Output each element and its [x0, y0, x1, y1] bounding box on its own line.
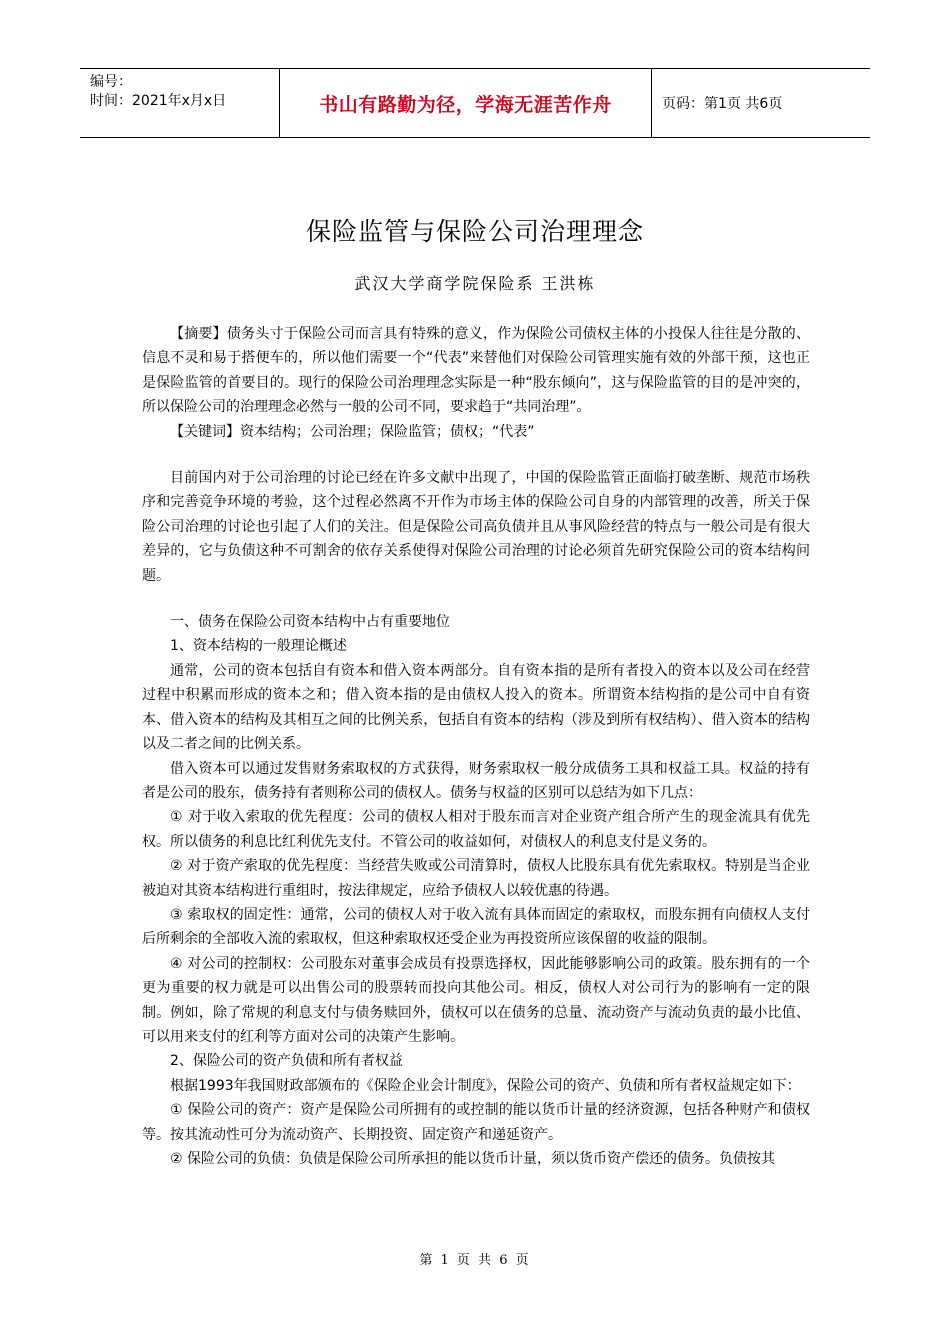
body-paragraph: 通常，公司的资本包括自有资本和借入资本两部分。自有资本指的是所有者投入的资本以及公司在经营过程中积累而形成的资本之和；借入资本指的是由债权人投入的资本。所谓资本结构指的是公司中自有资本、借入资本的结构及其相互之间的比例关系，包括自有资本的结构（涉及到所有权结构）、借入资本的结构以及二者之间的比例关系。: [142, 662, 810, 753]
header-meta-cell: [80, 69, 280, 137]
header-slogan: 书山有路勤为径，学海无涯苦作舟: [280, 69, 652, 137]
body-paragraph: 根据1993年我国财政部颁布的《保险企业会计制度》，保险公司的资产、负债和所有者权益规定如下：: [170, 1077, 801, 1094]
body-paragraph: 借入资本可以通过发售财务索取权的方式获得，财务索取权一般分成债务工具和权益工具。权益的持有者是公司的股东，债务持有者则称公司的债权人。债务与权益的区别可以总结为如下几点：: [142, 760, 810, 801]
document-number-label: 编号：: [90, 74, 132, 90]
intro-paragraph: 目前国内对于公司治理的讨论已经在许多文献中出现了，中国的保险监管正面临打破垄断、规范市场秩序和完善竞争环境的考验，这个过程必然离不开作为市场主体的保险公司自身的内部管理的改善，所关于保险公司治理的讨论也引起了人们的关注。但是保险公司高负债并且从事风险经营的特点与一般公司是有很大差异的，它与负债这种不可割舍的依存关系使得对保险公司治理的讨论必须首先研究保险公司的资本结构问题。: [142, 470, 810, 584]
section-heading: 一、债务在保险公司资本结构中占有重要地位: [170, 614, 450, 631]
list-paragraph: ② 对于资产索取的优先程度：当经营失败或公司清算时，债权人比股东具有优先索取权。特别是当企业被迫对其资本结构进行重组时，按法律规定，应给予债权人以较优惠的待遇。: [142, 858, 810, 899]
document-body: [142, 322, 810, 1171]
subsection-heading: 2、保险公司的资产负债和所有者权益: [170, 1053, 403, 1070]
keywords-paragraph: 【关键词】资本结构；公司治理；保险监管；债权；“代表”: [170, 423, 535, 440]
list-paragraph: ① 保险公司的资产：资产是保险公司所拥有的或控制的能以货币计量的经济资源，包括各种财产和债权等。按其流动性可分为流动资产、长期投资、固定资产和递延资产。: [142, 1102, 810, 1143]
page-footer: 第 1 页 共 6 页: [419, 1253, 531, 1268]
document-author: 武汉大学商学院保险系 王洪栋: [354, 274, 596, 293]
list-paragraph: ① 对于收入索取的优先程度：公司的债权人相对于股东而言对企业资产组合所产生的现金流具有优先权。所以债务的利息比红利优先支付。不管公司的收益如何，对债权人的利息支付是义务的。: [142, 809, 810, 850]
header-table: [80, 68, 870, 138]
document-time-label: 时间：2021年x月x日: [90, 93, 227, 109]
document-title: 保险监管与保险公司治理理念: [305, 217, 644, 246]
abstract-paragraph: 【摘要】债务头寸于保险公司而言具有特殊的意义，作为保险公司债权主体的小投保人往往是分散的、信息不灵和易于搭便车的，所以他们需要一个“代表”来替他们对保险公司管理实施有效的外部干预，这也正是保险监管的首要目的。现行的保险公司治理理念实际是一种“股东倾向”，这与保险监管的目的是冲突的，所以保险公司的治理理念必然与一般的公司不同，要求趋于“共同治理”。: [142, 326, 810, 416]
subsection-heading: 1、资本结构的一般理论概述: [170, 638, 347, 655]
list-paragraph: ③ 索取权的固定性：通常，公司的债权人对于收入流有具体而固定的索取权，而股东拥有向债权人支付后所剩余的全部收入流的索取权，但这种索取权还受企业为再投资所应该保留的收益的限制。: [142, 906, 810, 948]
list-paragraph: ④ 对公司的控制权：公司股东对董事会成员有投票选择权，因此能够影响公司的政策。股东拥有的一个更为重要的权力就是可以出售公司的股票转而投向其他公司。相反，债权人对公司行为的影响有一定的限制。例如，除了常规的利息支付与债务赎回外，债权可以在债务的总量、流动资产与流动负责的最小比值、可以用来支付的红利等方面对公司的决策产生影响。: [142, 955, 810, 1045]
list-paragraph: ② 保险公司的负债：负债是保险公司所承担的能以货币计量，须以货币资产偿还的债务。负债按其: [170, 1151, 775, 1167]
header-page-label: 页码：第1页 共6页: [662, 96, 783, 112]
